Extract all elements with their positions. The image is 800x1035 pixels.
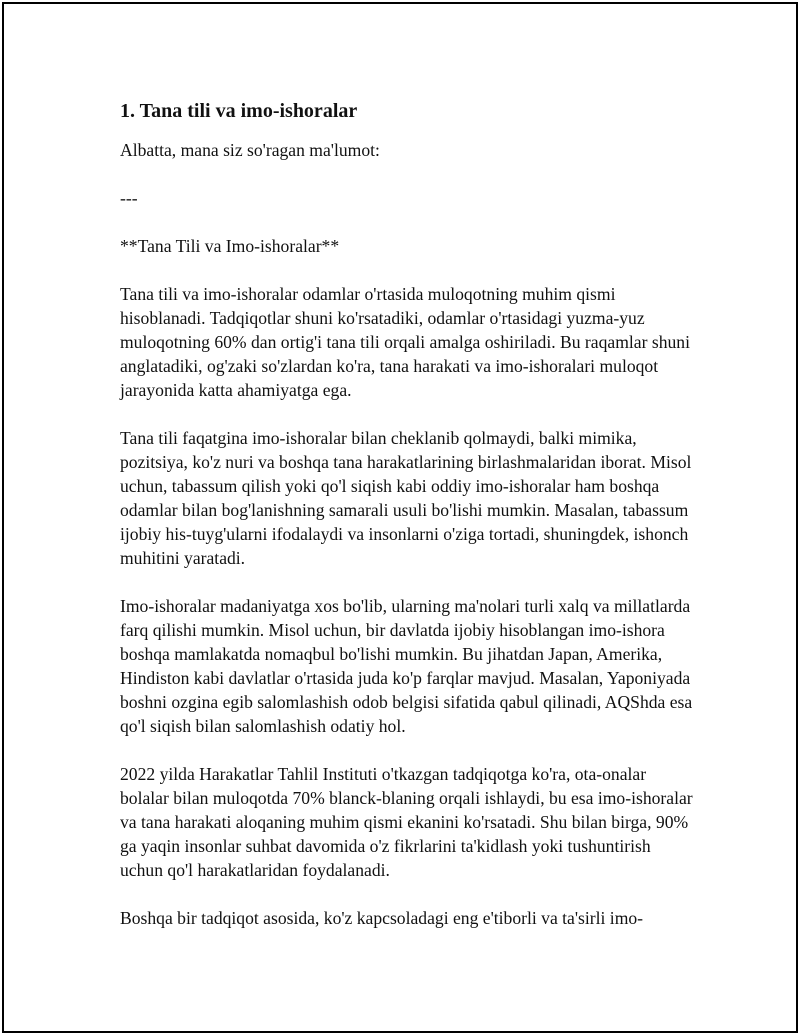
- paragraph-body-2: Tana tili faqatgina imo-ishoralar bilan cheklanib qolmaydi, balki mimika, pozitsiya, ko'z nuri va boshqa tana harakatlarining birlashmalaridan iborat. Misol uchun, tabassum qilish yoki qo'l siqish kabi oddiy imo-ishoralar ham boshqa odamlar bilan bog'lanishning samarali usuli bo'lishi mumkin. Masalan, tabassum ijobiy his-tuyg'ularni ifodalaydi va insonlarni o'ziga tortadi, shuningdek, ishonch muhitini yaratadi.: [120, 428, 692, 568]
- document-page: [2, 2, 798, 1033]
- paragraph-intro: Albatta, mana siz so'ragan ma'lumot:: [120, 140, 380, 160]
- paragraph-body-1: Tana tili va imo-ishoralar odamlar o'rtasida muloqotning muhim qismi hisoblanadi. Tadqiqotlar shuni ko'rsatadiki, odamlar o'rtasidagi yuzma-yuz muloqotning 60% dan ortig'i tana tili orqali amalga oshiriladi. Bu raqamlar shuni anglatadiki, og'zaki so'zlardan ko'ra, tana harakati va imo-ishoralari muloqot jarayonida katta ahamiyatga ega.: [120, 284, 690, 400]
- paragraph-body-4: 2022 yilda Harakatlar Tahlil Instituti o'tkazgan tadqiqotga ko'ra, ota-onalar bolalar bilan muloqotda 70% blanck-blaning orqali ishlaydi, bu esa imo-ishoralar va tana harakati aloqaning muhim qismi ekanini ko'rsatadi. Shu bilan birga, 90% ga yaqin insonlar suhbat davomida o'z fikrlarini ta'kidlash yoki tushuntirish uchun qo'l harakatlaridan foydalanadi.: [120, 764, 693, 880]
- paragraph-body-3: Imo-ishoralar madaniyatga xos bo'lib, ularning ma'nolari turli xalq va millatlarda farq qilishi mumkin. Misol uchun, bir davlatda ijobiy hisoblangan imo-ishora boshqa mamlakatda nomaqbul bo'lishi mumkin. Bu jihatdan Japan, Amerika, Hindiston kabi davlatlar o'rtasida juda ko'p farqlar mavjud. Masalan, Yaponiyada boshni ozgina egib salomlashish odob belgisi sifatida qabul qilinadi, AQShda esa qo'l siqish bilan salomlashish odatiy hol.: [120, 596, 693, 736]
- document-title: 1. Tana tili va imo-ishoralar: [120, 100, 358, 122]
- paragraph-body-5: Boshqa bir tadqiqot asosida, ko'z kapcsoladagi eng e'tiborli va ta'sirli imo-: [120, 908, 644, 928]
- document-body: [120, 98, 695, 954]
- paragraph-heading: **Tana Tili va Imo-ishoralar**: [120, 236, 340, 256]
- paragraph-separator: ---: [120, 188, 138, 208]
